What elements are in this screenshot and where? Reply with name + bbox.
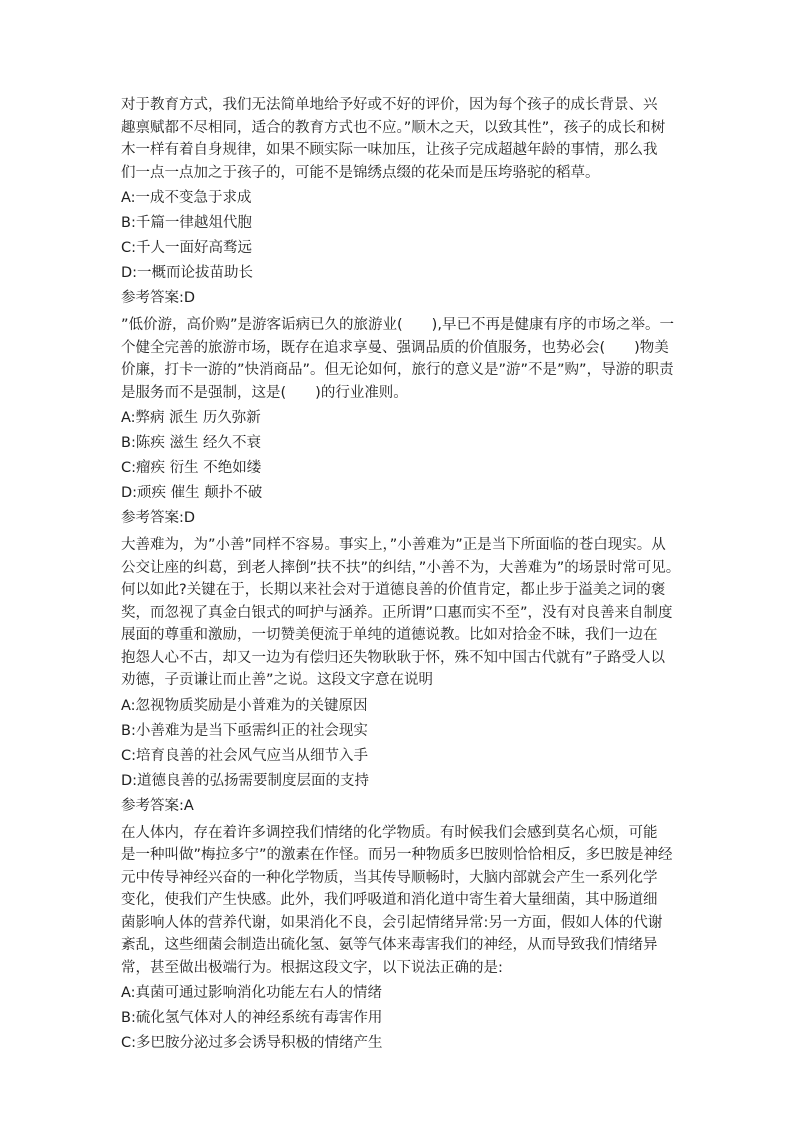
question-1	[121, 94, 686, 307]
stem-line: ”低价游，高价购”是游客诟病已久的旅游业( ),早已不再是健康有序的市场之举。一	[121, 317, 674, 333]
question-stem	[121, 314, 686, 404]
stem-line: 大善难为，为”小善”同样不容易。事实上，”小善难为”正是当下所面临的苍白现实。从	[121, 537, 666, 553]
stem-line: 何以如此?关键在于，长期以来社会对于道德良善的价值肯定，都止步于溢美之词的褒	[121, 582, 666, 598]
option-a: A:一成不变急于求成	[121, 190, 252, 206]
stem-line: 抱怨人心不古，却又一边为有偿归还失物耿耿于怀，殊不知中国古代就有”子路受人以	[121, 649, 666, 666]
option-b: B:小善难为是当下亟需纠正的社会现实	[121, 722, 368, 739]
stem-line: 菌影响人体的营养代谢，如果消化不良，会引起情绪异常:另一方面，假如人体的代谢	[121, 914, 663, 931]
stem-line: 们一点一点加之于孩子的，可能不是锦绣点缀的花朵而是压垮骆驼的稻草。	[121, 164, 600, 181]
stem-line: 是服务而不是强制，这是( )的行业准则。	[121, 384, 408, 401]
option-a: A:忽视物质奖励是小普难为的关键原因	[121, 697, 368, 714]
question-stem	[121, 822, 686, 980]
option-c: C:多巴胺分泌过多会诱导积极的情绪产生	[121, 1035, 383, 1051]
stem-line: 个健全完善的旅游市场，既存在追求享曼、强调品质的价值服务，也势必会( )物美	[121, 339, 669, 356]
question-4	[121, 822, 686, 1053]
stem-line: 对于教育方式，我们无法简单地给予好或不好的评价，因为每个孩子的成长背景、兴	[121, 97, 658, 113]
stem-line: 紊乱，这些细菌会制造出硫化氢、氨等气体来毒害我们的神经，从而导致我们情绪异	[121, 937, 658, 953]
question-2	[121, 314, 686, 527]
option-b: B:硫化氢气体对人的神经系统有毒害作用	[121, 1010, 383, 1026]
stem-line: 奖，而忽视了真金白银式的呵护与涵养。正所谓”口惠而实不至”，没有对良善来自制度	[121, 604, 673, 621]
reference-answer: 参考答案:D	[121, 290, 196, 306]
option-b: B:千篇一律越俎代胞	[121, 215, 252, 231]
stem-line: 变化，使我们产生快感。此外，我们呼吸道和消化道中寄生着大量细菌，其中肠道细	[121, 892, 658, 908]
option-d: D:道德良善的弘扬需要制度层面的支持	[121, 772, 370, 789]
option-b: B:陈疾 滋生 经久不衰	[121, 435, 262, 451]
option-c: C:培育良善的社会风气应当从细节入手	[121, 747, 369, 764]
stem-line: 价廉，打卡一游的”快消商品”。但无论如何，旅行的意义是”游”不是”购”，导游的职责	[121, 362, 674, 378]
question-stem	[121, 534, 686, 692]
option-a: A:弊病 派生 历久弥新	[121, 410, 261, 426]
stem-line: 展面的尊重和激励，一切赞美便流于单纯的道德说教。比如对拾金不昧，我们一边在	[121, 627, 658, 643]
stem-line: 在人体内，存在着许多调控我们情绪的化学物质。有时候我们会感到莫名心烦，可能	[121, 824, 658, 841]
stem-line: 趣禀赋都不尽相同，适合的教育方式也不应。”顺木之天，以致其性”，孩子的成长和树	[121, 119, 666, 136]
question-stem	[121, 94, 686, 184]
document-page	[121, 94, 686, 1059]
stem-line: 公交让座的纠葛，到老人摔倒”扶不扶”的纠结，”小善不为，大善难为”的场景时常可见。	[121, 559, 681, 576]
stem-line: 元中传导神经兴奋的一种化学物质，当其传导顺畅时，大脑内部就会产生一系列化学	[121, 869, 658, 886]
option-d: D:顽疾 催生 颠扑不破	[121, 485, 263, 501]
option-c: C:千人一面好高骛远	[121, 240, 253, 256]
reference-answer: 参考答案:D	[121, 510, 196, 526]
reference-answer: 参考答案:A	[121, 797, 194, 814]
stem-line: 劝德，子贡谦让而止善”之说。这段文字意在说明	[121, 672, 434, 688]
question-3	[121, 534, 686, 815]
option-d: D:一概而论拔苗助长	[121, 265, 254, 281]
option-c: C:瘤疾 衍生 不绝如缕	[121, 460, 262, 476]
stem-line: 是一种叫做”梅拉多宁”的激素在作怪。而另一种物质多巴胺则恰恰相反，多巴胺是神经	[121, 847, 673, 863]
option-a: A:真菌可通过影响消化功能左右人的情绪	[121, 985, 383, 1001]
stem-line: 木一样有着自身规律，如果不顾实际一味加压，让孩子完成超越年龄的事情，那么我	[121, 142, 658, 158]
stem-line: 常，甚至做出极端行为。根据这段文字，以下说法正确的是:	[121, 959, 503, 976]
